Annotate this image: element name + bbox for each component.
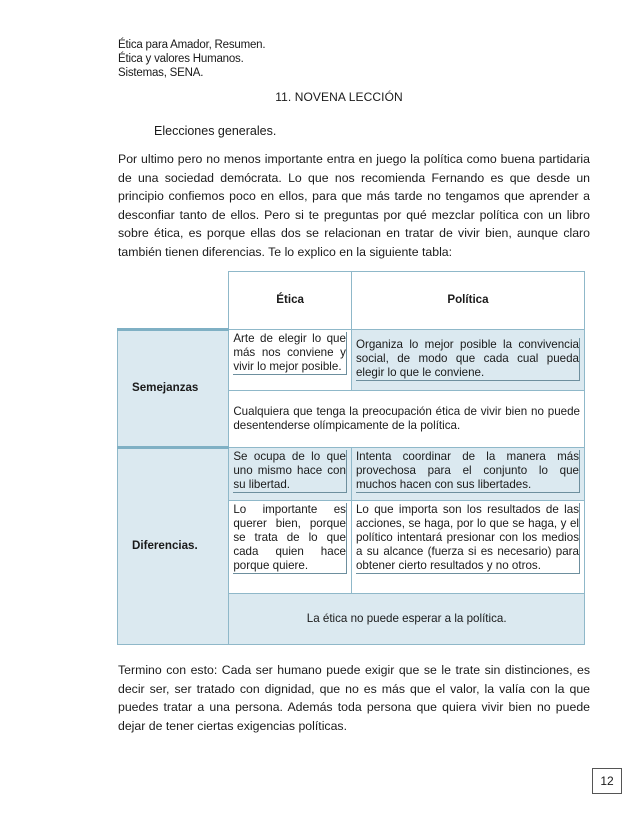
header-course: Ética y valores Humanos.: [118, 53, 244, 65]
cell-semejanzas-etica: [229, 329, 352, 390]
column-header-etica: Ética: [229, 272, 352, 330]
cell-semejanzas-politica: [351, 329, 584, 390]
row-label-semejanzas: [118, 329, 229, 447]
section-subtitle: Elecciones generales.: [154, 124, 277, 138]
row-label-text: Diferencias.: [132, 539, 198, 552]
table-corner-cell: [118, 272, 229, 330]
cell-diferencias1-politica: [351, 447, 584, 500]
closing-paragraph: Termino con esto: Cada ser humano puede exigir que se le trate sin distinciones, es decir ser, ser tratado con dignidad, que no es más que el valor, la valía con la que puedes tratar a una persona. Además toda persona que quiera vivir bien no puede dejar de tener ciertas exigencias políticas.: [118, 663, 590, 733]
lesson-title: 11. NOVENA LECCIÓN: [275, 90, 403, 104]
cell-diferencias1-etica: [229, 447, 352, 500]
intro-paragraph: Por ultimo pero no menos importante entra en juego la política como buena partidaria de una sociedad demócrata. Lo que nos recomienda Fernando es que desde un principio confiemos poco en ellos, para que más tarde no tengamos que aprender a desconfiar tanto de ellos. Pero si te preguntas por qué mezclar política con un libro sobre ética, es porque ellas dos se relacionan en tratar de vivir bien, aunque claro también tienen diferencias. Te lo explico en la siguiente tabla:: [118, 152, 590, 259]
table-row: [118, 447, 585, 500]
cell-semejanzas-shared: Cualquiera que tenga la preocupación ética de vivir bien no puede desentenderse olímpicamente de la política.: [229, 390, 585, 447]
cell-diferencias2-etica: [229, 500, 352, 593]
column-header-politica: Política: [351, 272, 584, 330]
cell-diferencias-shared: La ética no puede esperar a la política.: [229, 593, 585, 644]
cell-text: Se ocupa de lo que uno mismo hace con su libertad.: [233, 449, 346, 491]
comparison-table: [117, 271, 585, 645]
cell-diferencias2-politica: [351, 500, 584, 593]
row-label-text: Semejanzas: [132, 381, 199, 394]
cell-text: Lo que importa son los resultados de las acciones, se haga, por lo que se haga, y el político intentará presionar con los medios a su alcance (fuerza si es necesario) para obtener cierto resultados y no otros.: [355, 502, 579, 572]
cell-text: Arte de elegir lo que más nos conviene y vivir lo mejor posible.: [233, 331, 346, 373]
cell-text: Organiza lo mejor posible la convivencia social, de modo que cada cual pueda elegir lo que le conviene.: [355, 338, 579, 379]
header-book-title: Ética para Amador, Resumen.: [118, 39, 266, 51]
table-row: [118, 329, 585, 390]
cell-text: Intenta coordinar de la manera más provechosa para el conjunto lo que muchos hacen con sus libertades.: [355, 449, 579, 491]
page-number: 12: [592, 768, 622, 794]
document-header: [118, 38, 265, 80]
row-label-diferencias: [118, 447, 229, 644]
cell-text: Lo importante es querer bien, porque se trata de lo que cada quien hace porque quiere.: [233, 502, 346, 572]
header-institution: Sistemas, SENA.: [118, 67, 204, 79]
table-header-row: [118, 272, 585, 330]
